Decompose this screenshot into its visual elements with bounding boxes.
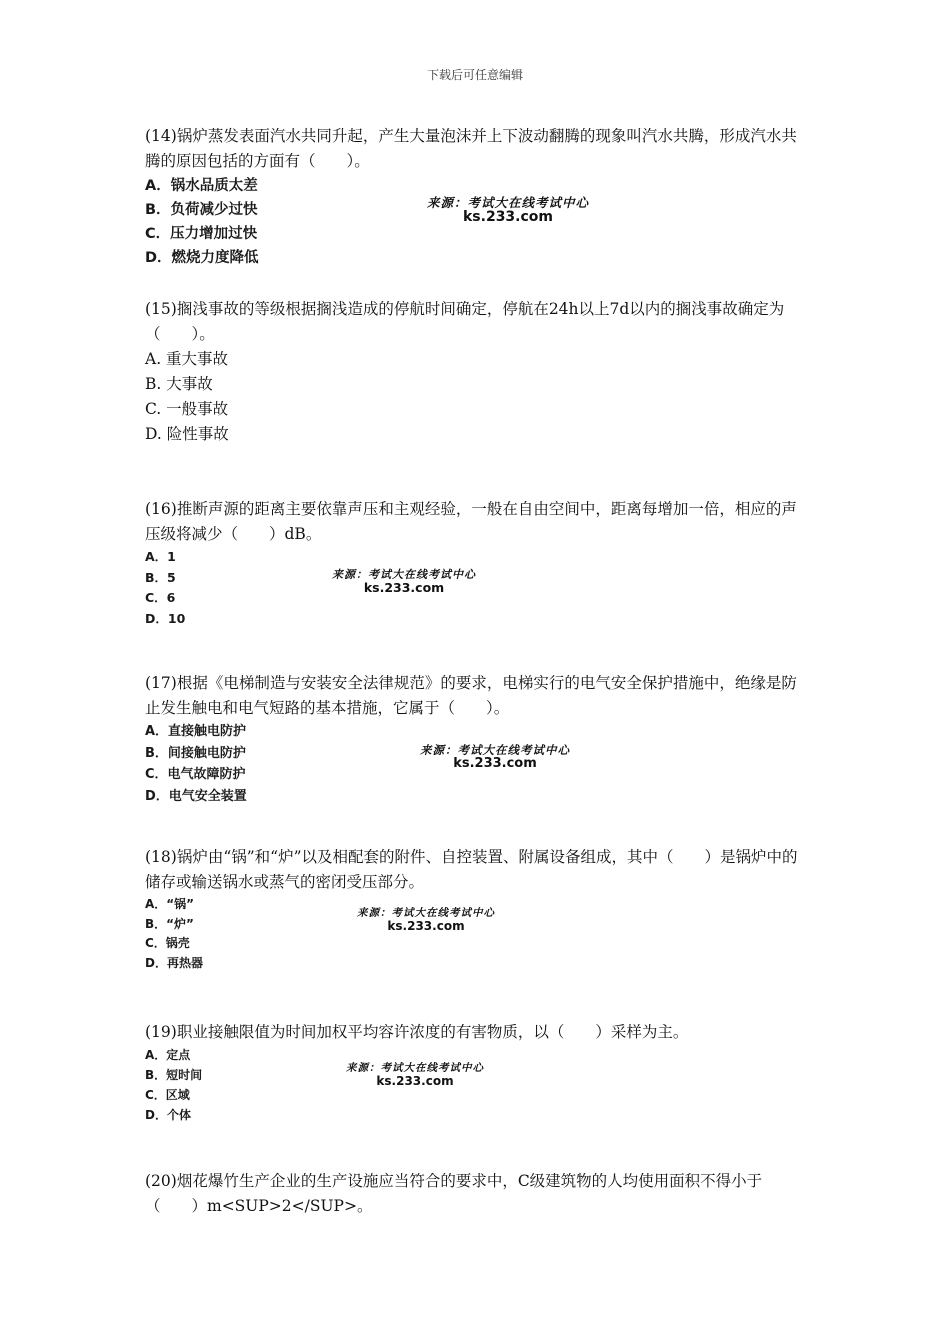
watermark-url: ks.233.com <box>387 918 465 933</box>
option-list <box>145 347 810 447</box>
watermark-source-label: 来源：考试大在线考试中心 <box>346 1062 484 1074</box>
question-text: (17)根据《电梯制造与安装安全法律规范》的要求，电梯实行的电气安全保护措施中，绝缘是防止发生触电和电气短路的基本措施，它属于（ ）。 <box>145 674 797 717</box>
question-text: (15)搁浅事故的等级根据搁浅造成的停航时间确定，停航在24h以上7d以内的搁浅事故确定为（ ）。 <box>145 300 785 343</box>
question-15 <box>145 297 810 447</box>
option-a: A．直接触电防护 <box>145 724 247 739</box>
option-d: D．个体 <box>145 1108 191 1122</box>
watermark-source-label: 来源：考试大在线考试中心 <box>332 568 476 581</box>
option-d: D．10 <box>145 610 186 626</box>
option-d: D．再热器 <box>145 955 203 970</box>
watermark-url: ks.233.com <box>363 580 445 596</box>
option-c: C. 一般事故 <box>145 400 229 418</box>
watermark-source-label: 来源：考试大在线考试中心 <box>357 907 495 919</box>
option-a: A．1 <box>145 549 176 564</box>
watermark-url: ks.233.com <box>376 1073 454 1088</box>
source-watermark <box>405 744 585 771</box>
option-b: B．负荷减少过快 <box>145 202 258 218</box>
watermark-source-label: 来源：考试大在线考试中心 <box>420 743 570 757</box>
question-17 <box>145 671 810 807</box>
option-c: C．压力增加过快 <box>145 226 258 242</box>
option-a: A. 重大事故 <box>145 350 229 368</box>
source-watermark <box>316 569 492 595</box>
option-a: A．锅水品质太差 <box>145 178 258 194</box>
option-b: B．短时间 <box>145 1068 203 1082</box>
option-c: C．锅壳 <box>145 936 190 950</box>
question-text: (14)锅炉蒸发表面汽水共同升起，产生大量泡沫并上下波动翻腾的现象叫汽水共腾，形成汽水共腾的原因包括的方面有（ ）。 <box>145 127 797 170</box>
watermark-url: ks.233.com <box>462 208 553 225</box>
option-a: A．定点 <box>145 1048 191 1062</box>
option-d: D．电气安全装置 <box>145 788 247 804</box>
source-watermark <box>408 196 608 225</box>
option-c: C．电气故障防护 <box>145 767 246 782</box>
page-header: 下载后可任意编辑 <box>426 68 523 82</box>
question-text: (18)锅炉由“锅”和“炉”以及相配套的附件、自控装置、附属设备组成，其中（ ）是锅炉中的储存或输送锅水或蒸气的密闭受压部分。 <box>145 848 798 891</box>
option-b: B．“炉” <box>145 916 194 931</box>
option-b: B．间接触电防护 <box>145 745 246 761</box>
option-a: A．“锅” <box>145 897 195 911</box>
option-c: C．6 <box>145 590 176 605</box>
source-watermark <box>346 908 506 933</box>
watermark-source-label: 来源：考试大在线考试中心 <box>426 195 589 210</box>
option-b: B. 大事故 <box>145 375 213 393</box>
watermark-url: ks.233.com <box>453 755 537 771</box>
question-text: (19)职业接触限值为时间加权平均容许浓度的有害物质，以（ ）采样为主。 <box>145 1023 689 1041</box>
question-16 <box>145 497 810 629</box>
source-watermark <box>333 1063 497 1088</box>
option-c: C．区域 <box>145 1088 190 1102</box>
option-d: D．燃烧力度降低 <box>145 250 259 266</box>
question-text: (20)烟花爆竹生产企业的生产设施应当符合的要求中，C级建筑物的人均使用面积不得小于（ ）m<SUP>2</SUP>。 <box>145 1172 763 1215</box>
question-20 <box>145 1169 810 1219</box>
option-b: B．5 <box>145 569 176 585</box>
option-d: D. 险性事故 <box>145 425 229 443</box>
question-text: (16)推断声源的距离主要依靠声压和主观经验，一般在自由空间中，距离每增加一倍，相应的声压级将减少（ ）dB。 <box>145 500 797 543</box>
